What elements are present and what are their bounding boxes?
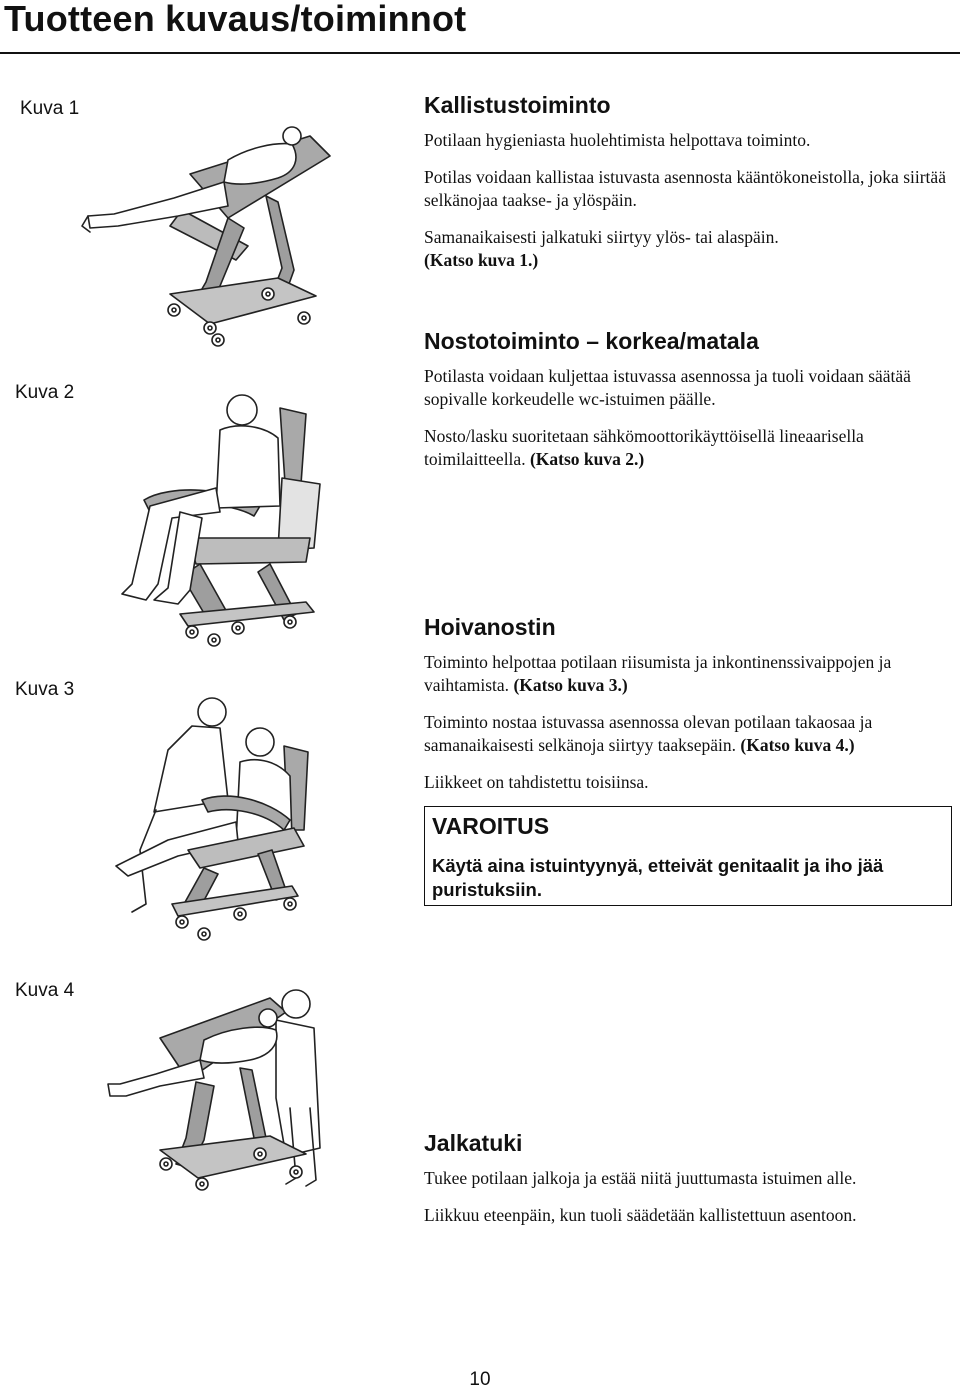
- lift-section: [424, 328, 954, 471]
- figure-label-1: Kuva 1: [20, 98, 80, 119]
- figure-label-4: Kuva 4: [15, 980, 75, 1001]
- tilt-paragraph-3: [424, 226, 954, 272]
- lift-paragraph-2: [424, 425, 954, 471]
- tilt-heading: Kallistustoiminto: [424, 92, 611, 118]
- chair-over-toilet-illustration: [110, 388, 346, 650]
- warning-title: VAROITUS: [432, 813, 550, 839]
- figure-reference-1: (Katso kuva 1.): [424, 250, 539, 270]
- figure-reference-2: (Katso kuva 2.): [529, 449, 645, 469]
- warning-text: Käytä aina istuintyynyä, etteivät genitaalit ja iho jää puristuksiin.: [432, 855, 884, 900]
- footrest-heading: Jalkatuki: [424, 1130, 523, 1156]
- lift-paragraph-2-text: Nosto/lasku suoritetaan sähkömoottorikäyttöisellä lineaarisella toimilaitteella.: [424, 426, 864, 469]
- care-paragraph-3: Liikkeet on tahdistettu toisiinsa.: [424, 772, 649, 792]
- care-paragraph-1: [424, 651, 954, 697]
- lift-paragraph-1: Potilasta voidaan kuljettaa istuvassa asennossa ja tuoli voidaan säätää sopivalle korkeudelle wc-istuimen päälle.: [424, 366, 911, 409]
- tilt-paragraph-2: Potilas voidaan kallistaa istuvasta asennosta kääntökoneistolla, joka siirtää selkänojaa taakse- ja ylöspäin.: [424, 167, 946, 210]
- page-title: Tuotteen kuvaus/toiminnot: [4, 0, 467, 39]
- figure-label-3: Kuva 3: [15, 679, 75, 700]
- tilt-section: [424, 92, 954, 272]
- page-number: 10: [469, 1369, 491, 1390]
- caregiver-tilted-chair-illustration: [100, 988, 332, 1208]
- figure-reference-3: (Katso kuva 3.): [513, 675, 628, 695]
- footrest-paragraph-2: Liikkuu eteenpäin, kun tuoli säädetään kallistettuun asentoon.: [424, 1205, 857, 1225]
- figure-reference-4: (Katso kuva 4.): [740, 735, 855, 755]
- footrest-section: [424, 1130, 954, 1227]
- footrest-paragraph-1: Tukee potilaan jalkoja ja estää niitä juuttumasta istuimen alle.: [424, 1168, 857, 1188]
- care-heading: Hoivanostin: [424, 614, 556, 640]
- tilt-paragraph-3-text: Samanaikaisesti jalkatuki siirtyy ylös- tai alaspäin.: [424, 227, 779, 247]
- title-divider: [0, 52, 960, 54]
- tilt-paragraph-1: Potilaan hygieniasta huolehtimista helpottava toiminto.: [424, 130, 811, 150]
- tilted-chair-illustration: [78, 118, 338, 350]
- care-paragraph-1-text: Toiminto helpottaa potilaan riisumista ja inkontinenssivaippojen ja vaihtamista.: [424, 652, 892, 695]
- figure-label-2: Kuva 2: [15, 382, 75, 403]
- warning-box: [424, 806, 952, 906]
- care-paragraph-2-text: Toiminto nostaa istuvassa asennossa olevan potilaan takaosaa ja samanaikaisesti selkänoja siirtyy taaksepäin.: [424, 712, 873, 755]
- lift-heading: Nostotoiminto – korkea/matala: [424, 328, 759, 354]
- care-paragraph-2: [424, 711, 954, 757]
- caregiver-reclined-chair-illustration: [108, 690, 328, 942]
- care-section: [424, 614, 954, 794]
